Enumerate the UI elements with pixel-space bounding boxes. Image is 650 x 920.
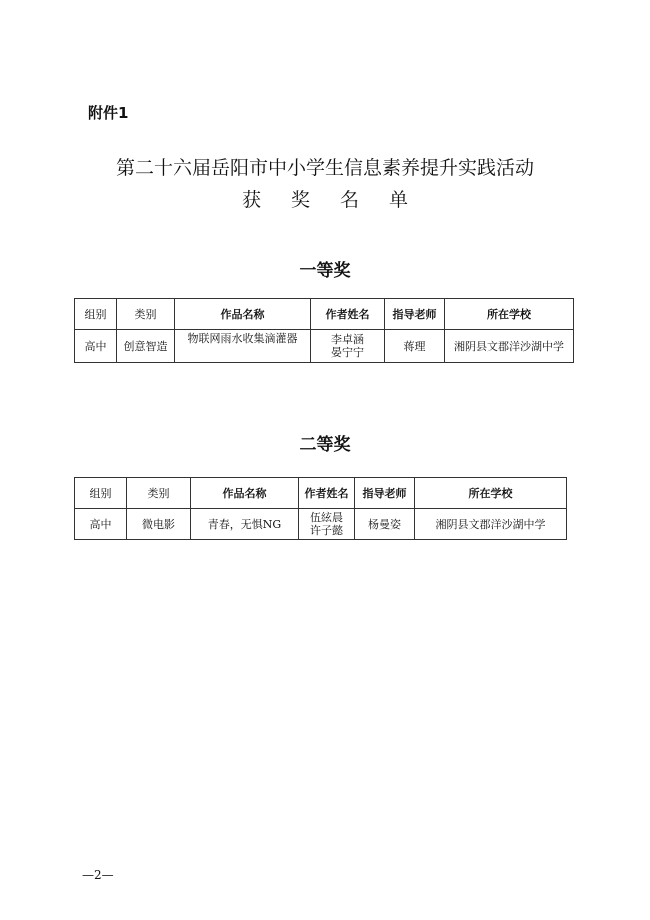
cell-group: 高中 (75, 330, 117, 363)
table-row (75, 330, 574, 363)
column-header-authors: 作者姓名 (299, 478, 355, 509)
column-header-category: 类别 (117, 299, 175, 330)
cell-group: 高中 (75, 509, 127, 540)
author-name: 李卓涵 (331, 333, 364, 346)
column-header-school: 所在学校 (445, 299, 574, 330)
cell-authors (311, 330, 385, 363)
first-prize-heading: 一等奖 (299, 261, 351, 281)
table-header-row (75, 299, 574, 330)
table-header-row (75, 478, 567, 509)
author-name: 晏宁宁 (331, 346, 364, 359)
cell-work: 青春，无惧NG (191, 509, 299, 540)
cell-teacher: 杨曼姿 (355, 509, 415, 540)
second-prize-table (74, 477, 567, 540)
column-header-teacher: 指导老师 (355, 478, 415, 509)
column-header-category: 类别 (127, 478, 191, 509)
column-header-group: 组别 (75, 299, 117, 330)
first-prize-table (74, 298, 574, 363)
column-header-work: 作品名称 (175, 299, 311, 330)
column-header-authors: 作者姓名 (311, 299, 385, 330)
cell-category: 微电影 (127, 509, 191, 540)
document-title: 第二十六届岳阳市中小学生信息素养提升实践活动 (115, 157, 534, 179)
attachment-label: 附件1 (88, 104, 129, 122)
cell-work: 物联网雨水收集滴灌器 (175, 330, 311, 363)
author-name: 伍絃晨 (310, 511, 343, 524)
column-header-work: 作品名称 (191, 478, 299, 509)
cell-school: 湘阴县文郡洋沙湖中学 (445, 330, 574, 363)
cell-school: 湘阴县文郡洋沙湖中学 (415, 509, 567, 540)
cell-category: 创意智造 (117, 330, 175, 363)
column-header-teacher: 指导老师 (385, 299, 445, 330)
cell-authors (299, 509, 355, 540)
second-prize-heading: 二等奖 (299, 435, 351, 455)
cell-teacher: 蒋理 (385, 330, 445, 363)
author-name: 许子懿 (310, 524, 343, 537)
table-row (75, 509, 567, 540)
page-number: —2— (82, 868, 114, 882)
column-header-school: 所在学校 (415, 478, 567, 509)
column-header-group: 组别 (75, 478, 127, 509)
document-subtitle: 获 奖 名 单 (241, 189, 421, 211)
